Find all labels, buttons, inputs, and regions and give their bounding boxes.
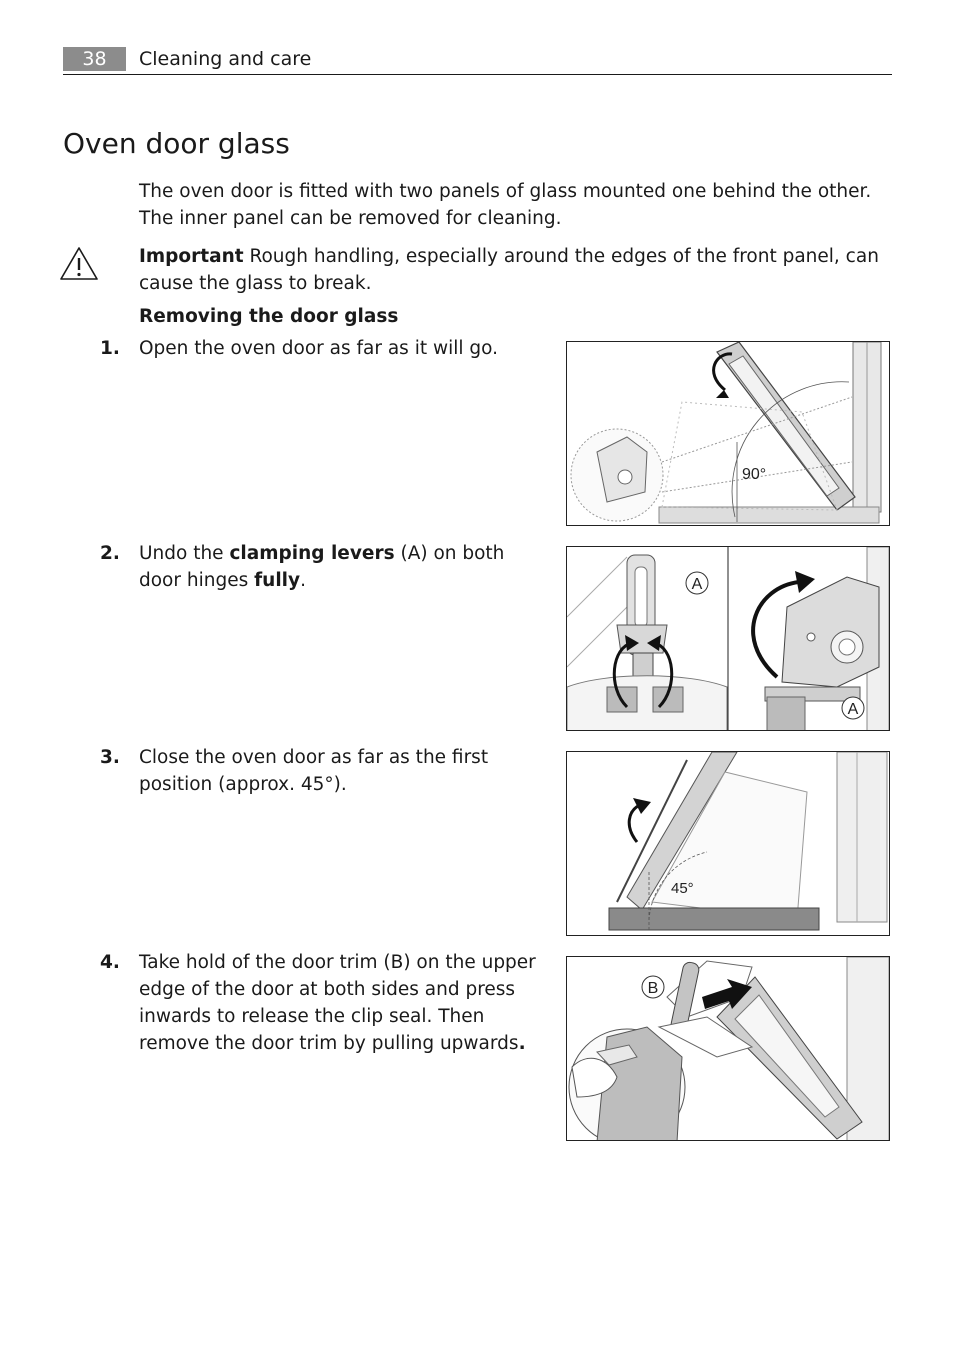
subheading: Removing the door glass	[139, 306, 399, 327]
figure-door-trim	[566, 956, 890, 1141]
figure-door-45	[566, 751, 890, 936]
step-text: Take hold of the door trim (B) on the upper edge of the door at both sides and press inwards to release the clip seal. Then remove the door trim by pulling upwards.	[139, 952, 536, 1054]
figure-door-open-90	[566, 341, 890, 526]
important-label: Important	[139, 246, 244, 267]
page-title: Oven door glass	[63, 127, 290, 160]
section-title: Cleaning and care	[139, 48, 312, 70]
important-text: Rough handling, especially around the edges of the front panel, can cause the glass to break.	[139, 246, 879, 294]
step-number: 4.	[100, 952, 120, 973]
fig4-label-b: B	[647, 980, 659, 997]
step-number: 3.	[100, 747, 120, 768]
fig1-angle-label: 90°	[742, 466, 767, 483]
figure-clamping-levers	[566, 546, 890, 731]
step-text: Open the oven door as far as it will go.	[139, 338, 499, 359]
intro-paragraph: The oven door is fitted with two panels of glass mounted one behind the other. The inner panel can be removed for cleaning.	[139, 181, 872, 229]
step-number: 1.	[100, 338, 120, 359]
page-number: 38	[63, 47, 126, 71]
step-text: Close the oven door as far as the first position (approx. 45°).	[139, 747, 489, 795]
header-rule	[63, 74, 892, 75]
fig2-label-a-right: A	[847, 701, 859, 718]
warning-triangle-icon	[59, 246, 99, 286]
fig2-label-a-left: A	[691, 576, 703, 593]
fig3-angle-label: 45°	[671, 880, 694, 897]
step-number: 2.	[100, 543, 120, 564]
important-notice	[139, 243, 899, 297]
step-text: Undo the clamping levers (A) on both door hinges fully.	[139, 543, 505, 591]
